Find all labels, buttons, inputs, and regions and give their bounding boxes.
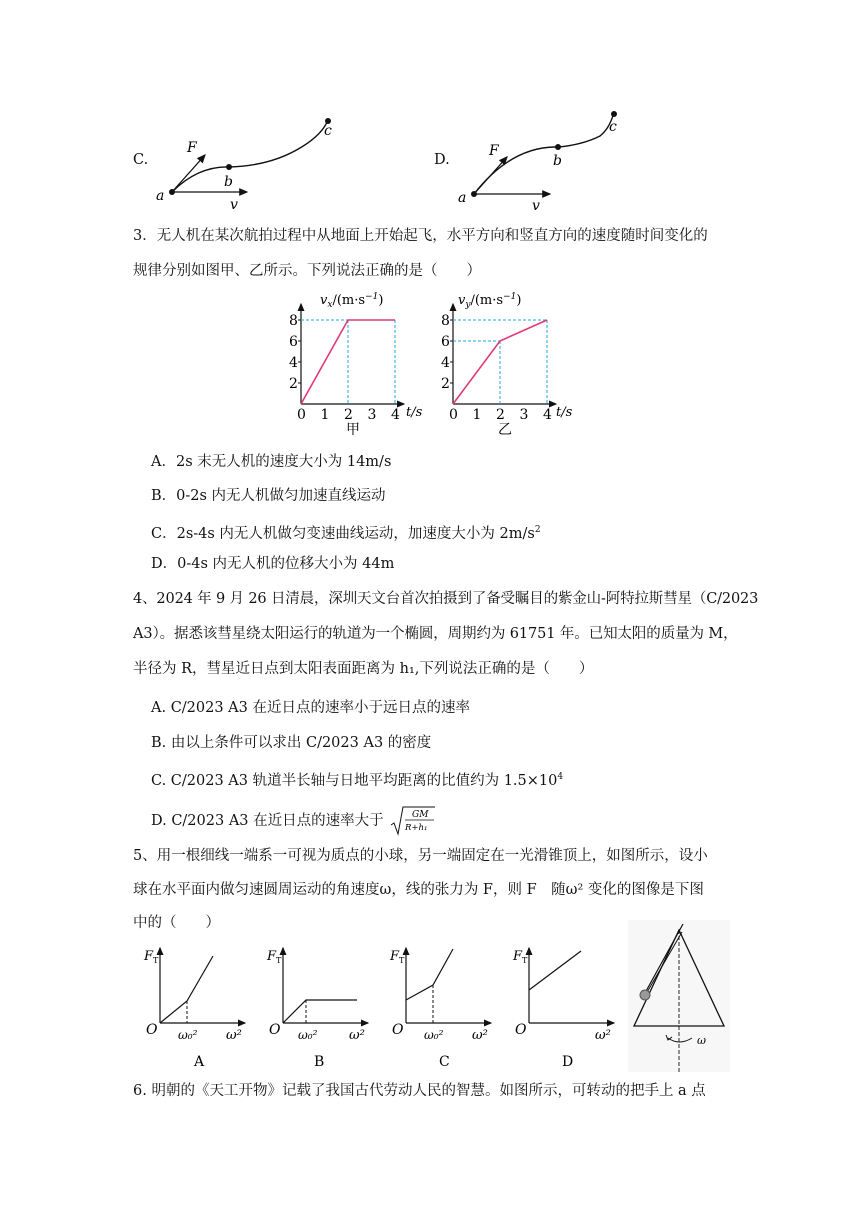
- q3-graph-jia: [280, 284, 430, 444]
- svg-text:c: c: [609, 119, 617, 135]
- graph-a-caption: A: [194, 1054, 205, 1070]
- q3-option-d[interactable]: D．0-4s 内无人机的位移大小为 44m: [151, 556, 395, 572]
- q5-graph-c: [386, 938, 501, 1073]
- q3-option-b[interactable]: B．0-2s 内无人机做匀加速直线运动: [151, 488, 386, 504]
- y-tick-label: 4: [441, 355, 450, 371]
- svg-text:F: F: [390, 949, 400, 964]
- svg-text:a: a: [458, 190, 467, 206]
- svg-text:ω²: ω²: [226, 1028, 242, 1043]
- x-tick-label: 2: [344, 407, 353, 423]
- graph-b-caption: B: [314, 1054, 325, 1070]
- svg-text:F: F: [513, 949, 523, 964]
- y-tick-label: 6: [441, 334, 450, 350]
- y-tick-label: 2: [441, 376, 450, 392]
- q4-option-c[interactable]: C. C/2023 A3 轨道半长轴与日地平均距离的比值约为 $1.5\times 10^4$: [151, 772, 564, 789]
- graph-yi-ylabel: $v_y/(m\cdot s^{-1})$: [458, 292, 522, 310]
- graph-jia-xlabel: t/s: [406, 405, 423, 420]
- q4-option-a[interactable]: A. C/2023 A3 在近日点的速率小于远日点的速率: [151, 700, 470, 716]
- graph-d-caption: D: [562, 1054, 574, 1070]
- svg-text:ω²: ω²: [595, 1028, 611, 1043]
- svg-text:ω₀²: ω₀²: [178, 1028, 198, 1042]
- svg-text:T: T: [399, 956, 405, 965]
- q3-stem-line2: 规律分别如图甲、乙所示。下列说法正确的是（ ）: [133, 263, 481, 279]
- x-tick-label: 3: [519, 407, 529, 423]
- q4-option-d[interactable]: D. C/2023 A3 在近日点的速率大于 GM R+h₁: [151, 805, 436, 837]
- q4-stem-line3: 半径为 R，彗星近日点到太阳表面距离为 h₁,下列说法正确的是（ ）: [133, 661, 594, 677]
- point-b-label: b: [224, 174, 233, 190]
- svg-text:O: O: [392, 1022, 404, 1038]
- q5-cone-figure: [628, 920, 730, 1072]
- q4-stem-line2: A3）。据悉该彗星绕太阳运行的轨道为一个椭圆，周期约为 61751 年。已知太阳的质量为 M，: [133, 626, 738, 642]
- svg-text:O: O: [146, 1022, 158, 1038]
- q3-graph-yi: [432, 284, 582, 444]
- x-tick-label: 4: [391, 407, 400, 423]
- q6-stem-line1: 6. 明朝的《天工开物》记载了我国古代劳动人民的智慧。如图所示，可转动的把手上 a 点: [133, 1083, 706, 1099]
- graph-yi-xlabel: t/s: [556, 405, 573, 420]
- x-tick-label: 1: [472, 407, 482, 423]
- q5-stem-line3: 中的（ ）: [133, 915, 220, 931]
- point-c-label: c: [324, 123, 332, 139]
- q5-graph-a: [140, 938, 255, 1073]
- x-tick-label: 2: [496, 407, 505, 423]
- x-tick-label: 4: [543, 407, 552, 423]
- svg-text:GM: GM: [412, 810, 429, 820]
- q5-graph-b: [263, 938, 378, 1073]
- x-tick-label: 1: [320, 407, 330, 423]
- q3-option-a[interactable]: A．2s 末无人机的速度大小为 14m/s: [151, 454, 392, 470]
- q5-stem-line1: 5、用一根细线一端系一可视为质点的小球，另一端固定在一光滑锥顶上，如图所示，设小: [133, 848, 708, 864]
- x-tick-label: 3: [367, 407, 377, 423]
- option-d-label: D.: [434, 152, 450, 168]
- y-tick-label: 2: [289, 376, 298, 392]
- svg-text:R+h₁: R+h₁: [405, 823, 428, 833]
- y-tick-label: 8: [289, 313, 298, 329]
- svg-text:v: v: [532, 198, 540, 213]
- graph-c-caption: C: [439, 1054, 450, 1070]
- svg-text:F: F: [489, 143, 499, 159]
- svg-text:ω²: ω²: [472, 1028, 488, 1043]
- graph-jia-ylabel: $v_x/(m\cdot s^{-1})$: [320, 292, 384, 310]
- svg-text:O: O: [269, 1022, 281, 1038]
- svg-text:ω₀²: ω₀²: [298, 1028, 318, 1042]
- force-label: F: [187, 140, 197, 156]
- graph-yi-caption: 乙: [498, 422, 512, 438]
- q4-stem-line1: 4、2024 年 9 月 26 日清晨，深圳天文台首次拍摄到了备受瞩目的紫金山-阿特拉斯彗星（C/2023: [133, 591, 759, 607]
- svg-text:T: T: [522, 956, 528, 965]
- velocity-label: v: [230, 197, 238, 213]
- q5-graph-d: [509, 938, 624, 1073]
- omega-label: ω: [697, 1034, 706, 1047]
- option-c-label: C.: [133, 152, 149, 168]
- q3-option-c[interactable]: C．2s-4s 内无人机做匀变速曲线运动，加速度大小为 $2m/s^2$: [151, 525, 541, 542]
- sqrt-gm-expression: [390, 805, 436, 837]
- svg-text:T: T: [153, 956, 159, 965]
- x-tick-label: 0: [449, 407, 458, 423]
- y-tick-label: 8: [441, 313, 450, 329]
- option-d-figure: [450, 108, 650, 213]
- point-a-label: a: [156, 188, 165, 204]
- svg-text:b: b: [553, 153, 562, 169]
- svg-text:T: T: [276, 956, 282, 965]
- q4-option-b[interactable]: B. 由以上条件可以求出 C/2023 A3 的密度: [151, 735, 432, 751]
- q5-stem-line2: 球在水平面内做匀速圆周运动的角速度ω，线的张力为 F，则 F 随ω² 变化的图像是下图: [133, 882, 704, 898]
- svg-text:ω²: ω²: [349, 1028, 365, 1043]
- y-tick-label: 6: [289, 334, 298, 350]
- svg-text:ω₀²: ω₀²: [424, 1028, 444, 1042]
- graph-jia-caption: 甲: [346, 422, 360, 438]
- x-tick-label: 0: [297, 407, 306, 423]
- svg-text:F: F: [267, 949, 277, 964]
- svg-text:O: O: [515, 1022, 527, 1038]
- svg-text:F: F: [144, 949, 154, 964]
- q3-stem-line1: 3．无人机在某次航拍过程中从地面上开始起飞，水平方向和竖直方向的速度随时间变化的: [133, 228, 708, 244]
- y-tick-label: 4: [289, 355, 298, 371]
- option-c-figure: [150, 108, 350, 213]
